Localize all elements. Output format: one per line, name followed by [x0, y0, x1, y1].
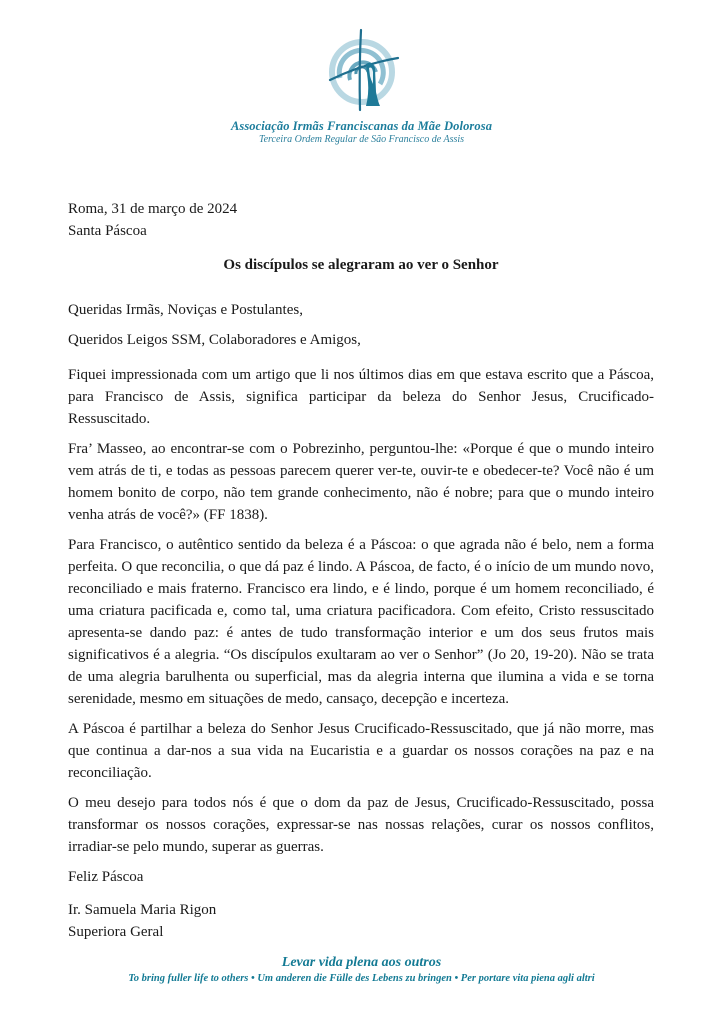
- paragraph: A Páscoa é partilhar a beleza do Senhor Jesus Crucificado-Ressuscitado, que já não morre, mas que continua a dar-nos a sua vida na Eucaristia e a guardar os nossos corações na paz e na reconciliação.: [68, 721, 654, 781]
- franciscan-cross-spiral-logo-icon: [322, 28, 402, 112]
- paragraph: Fiquei impressionada com um artigo que li nos últimos dias em que estava escrito que a Páscoa, para Francisco de Assis, significa participar da beleza do Senhor Jesus, Crucificado-Ressuscitado.: [68, 367, 654, 427]
- footer-translations: To bring fuller life to others • Um anderen die Fülle des Lebens zu bringen • Per portare vita piena agli altri: [128, 973, 595, 984]
- salutation: Queridas Irmãs, Noviças e Postulantes,: [68, 302, 303, 318]
- signatory-name: Ir. Samuela Maria Rigon: [68, 902, 217, 918]
- footer-motto: Levar vida plena aos outros: [281, 955, 442, 970]
- signatory-role: Superiora Geral: [68, 924, 164, 940]
- organization-subtitle: Terceira Ordem Regular de São Francisco de Assis: [258, 134, 465, 145]
- paragraph: Fra’ Masseo, ao encontrar-se com o Pobrezinho, perguntou-lhe: «Porque é que o mundo inteiro vem atrás de ti, e todas as pessoas parecem querer ver-te, ouvir-te e obedecer-te? Você não é um homem bonito de corpo, não tem grande conhecimento, não é nobre; para que o mundo inteiro venha atrás de você?» (FF 1838).: [68, 441, 654, 523]
- organization-name: Associação Irmãs Franciscanas da Mãe Dolorosa: [230, 119, 493, 133]
- date-block: [68, 198, 654, 242]
- salutation: Queridos Leigos SSM, Colaboradores e Amigos,: [68, 332, 361, 348]
- closing: Feliz Páscoa: [68, 869, 144, 885]
- paragraph: Para Francisco, o autêntico sentido da beleza é a Páscoa: o que agrada não é belo, nem a forma perfeita. O que reconcilia, o que dá paz é lindo. A Páscoa, de facto, é o início de um mundo novo, reconciliado e mais fraterno. Francisco era lindo, e é lindo, porque é um homem reconciliado, é uma criatura pacificada e, como tal, uma criatura pacificadora. Com efeito, Cristo ressuscitado apresenta-se dando paz: é antes de tudo transformação interior e um dos seus frutos mais significativos é a alegria. “Os discípulos exultaram ao ver o Senhor” (Jo 20, 19-20). Não se trata de uma alegria barulhenta ou superficial, mas da alegria interna que ilumina a vida e se torna serenidade, mesmo em situações de medo, cansaço, decepção e incerteza.: [68, 537, 654, 707]
- letter-body: [68, 198, 654, 943]
- letter-title: Os discípulos se alegraram ao ver o Senhor: [223, 257, 499, 273]
- signature-block: [68, 899, 654, 943]
- place-date: Roma, 31 de março de 2024: [68, 201, 238, 217]
- paragraph: O meu desejo para todos nós é que o dom da paz de Jesus, Crucificado-Ressuscitado, possa transformar os nossos corações, expressar-se nas nossas relações, curar os nossos conflitos, irradiar-se pelo mundo, superar as guerras.: [68, 795, 654, 855]
- occasion: Santa Páscoa: [68, 223, 147, 239]
